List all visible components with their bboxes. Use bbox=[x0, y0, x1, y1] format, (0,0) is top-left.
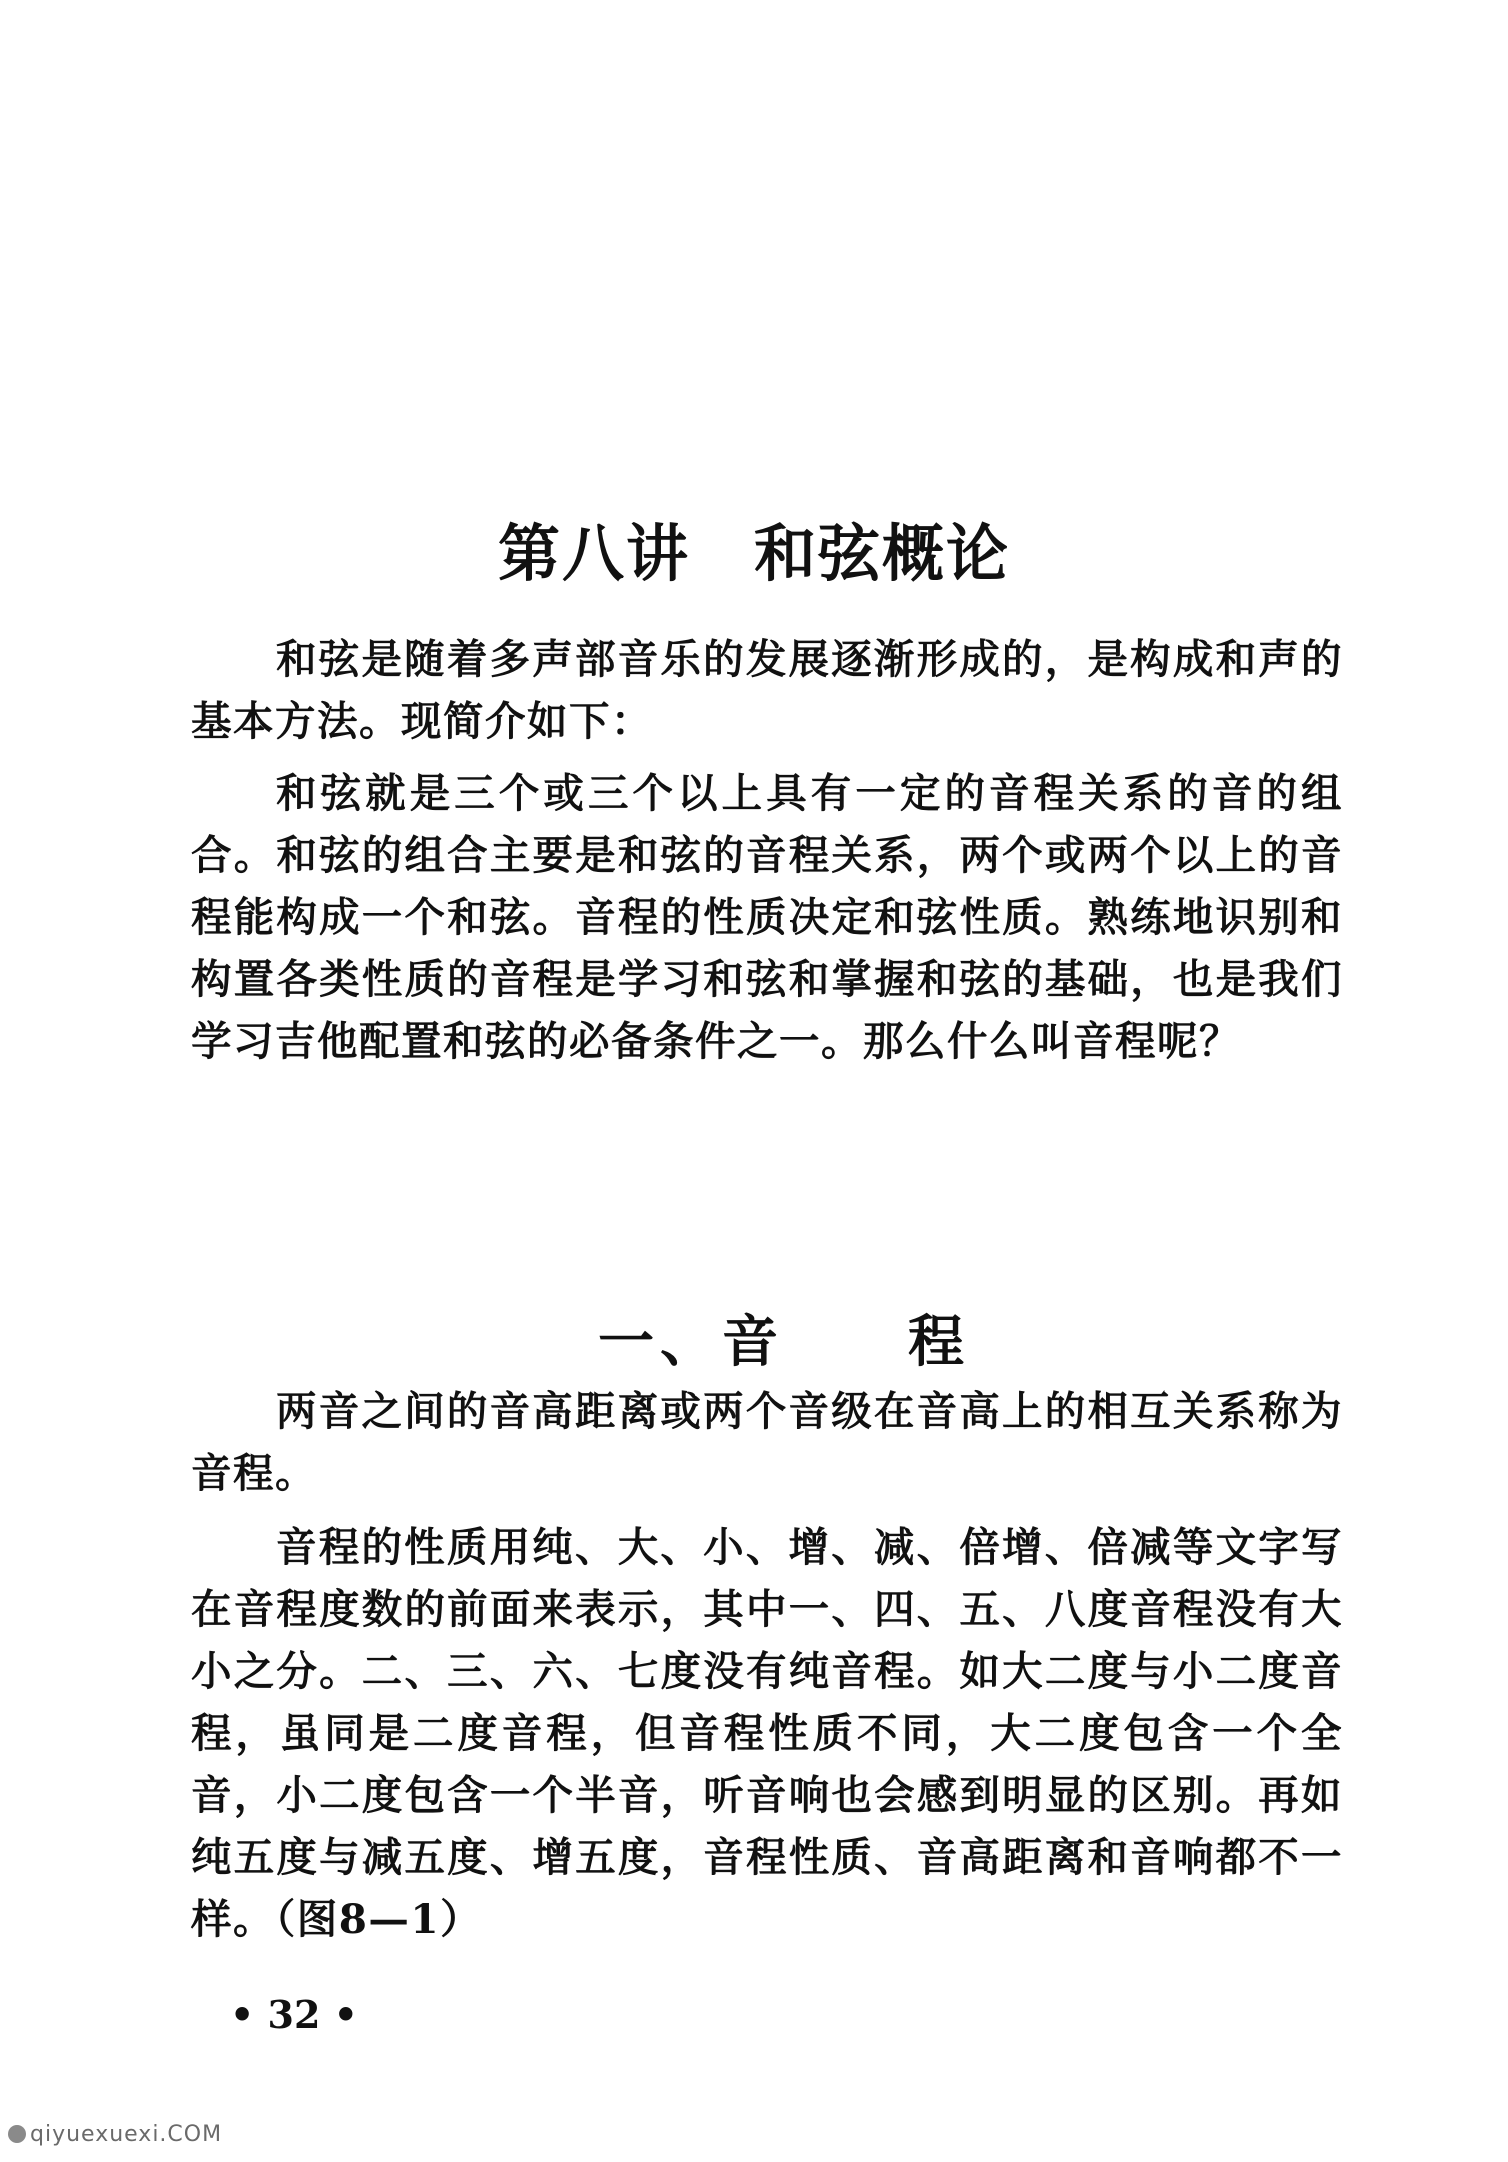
intro-paragraph-1: 和弦是随着多声部音乐的发展逐渐形成的，是构成和声的基本方法。现简介如下： bbox=[191, 635, 1343, 745]
section-paragraph-2: 音程的性质用纯、大、小、增、减、倍增、倍减等文字写在音程度数的前面来表示，其中一、四、五、八度音程没有大小之分。二、三、六、七度没有纯音程。如大二度与小二度音程，虽同是二度音程，但音程性质不同，大二度包含一个全音，小二度包含一个半音，听音响也会感到明显的区别。再如纯五度与减五度、增五度，音程性质、音高距离和音响都不一样。（图8—1） bbox=[191, 1523, 1343, 1943]
watermark bbox=[8, 2120, 222, 2150]
page-number: • 32 • bbox=[230, 1992, 358, 2037]
watermark-logo-icon bbox=[8, 2125, 26, 2143]
section-title: 一、音 程 bbox=[598, 1309, 970, 1376]
section-paragraph-1: 两音之间的音高距离或两个音级在音高上的相互关系称为音程。 bbox=[191, 1387, 1343, 1497]
watermark-text: qiyuexuexi.COM bbox=[30, 2122, 223, 2147]
intro-paragraph-2: 和弦就是三个或三个以上具有一定的音程关系的音的组合。和弦的组合主要是和弦的音程关系，两个或两个以上的音程能构成一个和弦。音程的性质决定和弦性质。熟练地识别和构置各类性质的音程是学习和弦和掌握和弦的基础，也是我们学习吉他配置和弦的必备条件之一。那么什么叫音程呢？ bbox=[191, 769, 1343, 1065]
chapter-title: 第八讲 和弦概论 bbox=[497, 516, 1010, 590]
section-text bbox=[191, 1380, 1343, 1950]
intro-text bbox=[191, 628, 1343, 1072]
